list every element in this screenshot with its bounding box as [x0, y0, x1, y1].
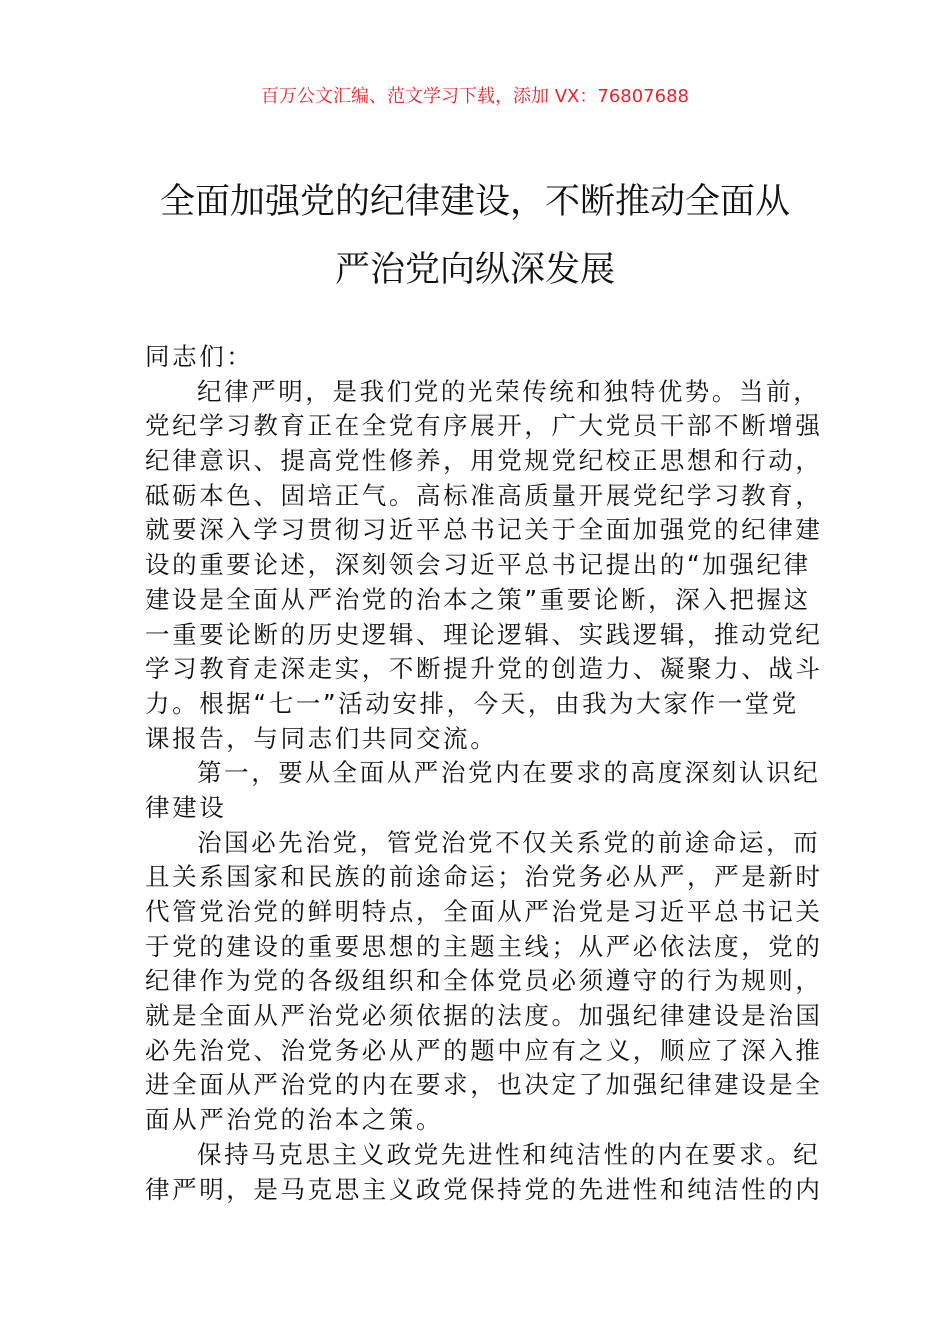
paragraph-line: 砥砺本色、固培正气。高标准高质量开展党纪学习教育， [145, 480, 823, 510]
paragraph-line: 纪律意识、提高党性修养，用党规党纪校正思想和行动， [145, 446, 823, 476]
paragraph-line: 且关系国家和民族的前途命运；治党务必从严，严是新时 [145, 862, 823, 892]
paragraph-line: 必先治党、治党务必从严的题中应有之义，顺应了深入推 [145, 1035, 823, 1065]
paragraph-line: 纪律作为党的各级组织和全体党员必须遵守的行为规则， [145, 966, 823, 996]
paragraph-line: 治国必先治党，管党治党不仅关系党的前途命运，而 [197, 827, 821, 857]
paragraph-line: 建设是全面从严治党的治本之策”重要论断，深入把握这 [145, 584, 811, 614]
paragraph-line: 保持马克思主义政党先进性和纯洁性的内在要求。纪 [197, 1139, 821, 1169]
paragraph-line: 学习教育走深走实，不断提升党的创造力、凝聚力、战斗 [145, 654, 823, 684]
document-title-line-1: 全面加强党的纪律建设，不断推动全面从 [159, 182, 790, 222]
paragraph-line: 纪律严明，是我们党的光荣传统和独特优势。当前， [197, 376, 821, 406]
document-title-line-2: 严治党向纵深发展 [334, 250, 615, 290]
paragraph-line: 力。根据“七一”活动安排，今天，由我为大家作一堂党 [145, 688, 799, 718]
paragraph-line: 就要深入学习贯彻习近平总书记关于全面加强党的纪律建 [145, 515, 823, 545]
paragraph-line: 一重要论断的历史逻辑、理论逻辑、实践逻辑，推动党纪 [145, 619, 823, 649]
paragraph [145, 375, 823, 757]
paragraph-line: 课报告，与同志们共同交流。 [145, 723, 498, 753]
paragraph-line: 面从严治党的治本之策。 [145, 1105, 444, 1135]
paragraph-line: 第一，要从全面从严治党内在要求的高度深刻认识纪 [197, 758, 821, 788]
paragraph-line: 党纪学习教育正在全党有序展开，广大党员干部不断增强 [145, 411, 823, 441]
paragraph-line: 进全面从严治党的内在要求，也决定了加强纪律建设是全 [145, 1070, 823, 1100]
paragraph-line: 律严明，是马克思主义政党保持党的先进性和纯洁性的内 [145, 1174, 823, 1204]
paragraph [145, 1138, 823, 1207]
salutation: 同志们： [145, 342, 254, 371]
paragraph-line: 律建设 [145, 792, 227, 822]
watermark-banner: 百万公文汇编、范文学习下载，添加 VX：76807688 [261, 86, 689, 107]
paragraph-line: 于党的建设的重要思想的主题主线；从严必依法度，党的 [145, 931, 823, 961]
document-body [145, 340, 823, 1207]
paragraph [145, 756, 821, 825]
paragraph-line: 代管党治党的鲜明特点，全面从严治党是习近平总书记关 [145, 897, 823, 926]
paragraph-line: 就是全面从严治党必须依据的法度。加强纪律建设是治国 [145, 1001, 823, 1031]
paragraph [145, 826, 823, 1138]
paragraph-line: 设的重要论述，深刻领会习近平总书记提出的“加强纪律 [145, 550, 811, 580]
